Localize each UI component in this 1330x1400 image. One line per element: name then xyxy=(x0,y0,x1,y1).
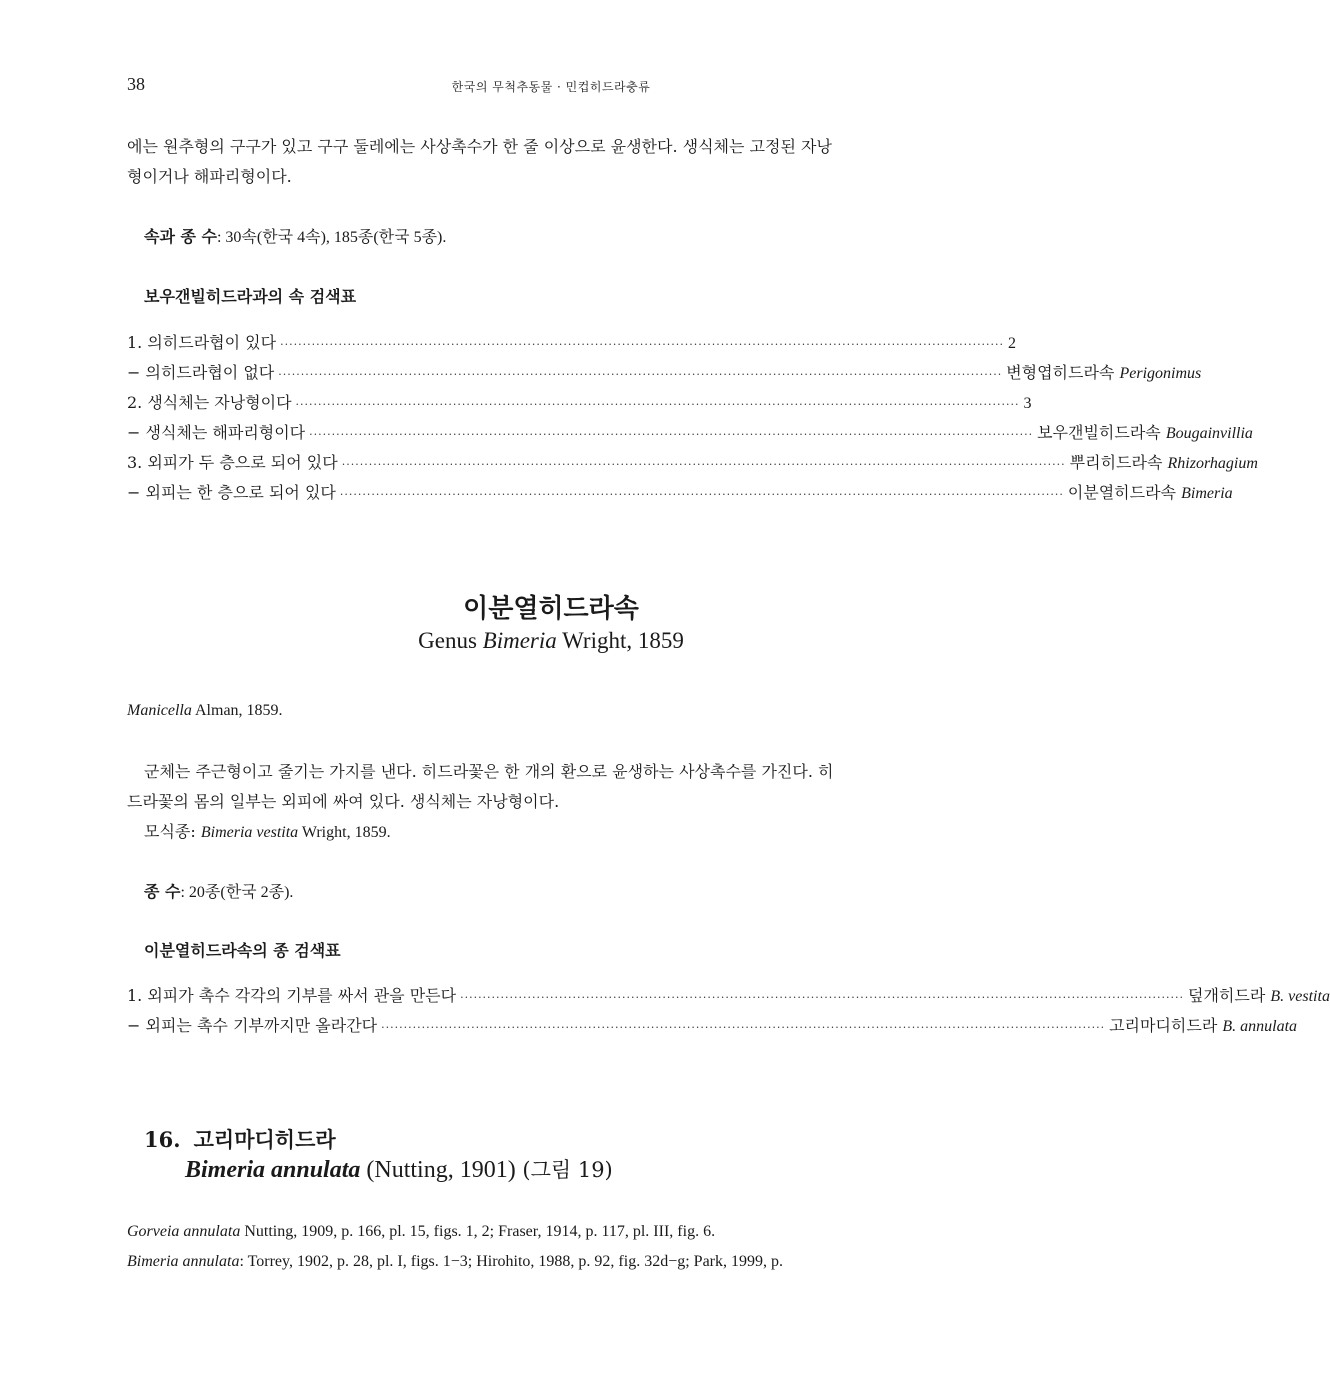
figure-reference: (그림 19) xyxy=(515,1158,613,1182)
key-result: 변형엽히드라속 Perigonimus xyxy=(1006,363,1202,382)
genus-key-row xyxy=(127,360,1202,390)
genus-latin-name: Genus Bimeria Wright, 1859 xyxy=(418,628,684,653)
species-reference: Gorveia annulata Nutting, 1909, p. 166, pl. 15, figs. 1, 2; Fraser, 1914, p. 117, pl. III, fig. 6. xyxy=(127,1223,716,1240)
genus-key-row xyxy=(127,450,1258,480)
intro-line-2: 형이거나 해파리형이다. xyxy=(127,167,292,186)
leader-dots: ································································································································································· xyxy=(280,338,1005,351)
species-korean-name: 고리마디히드라 xyxy=(193,1127,336,1152)
family-counts-label: 속과 종 수 xyxy=(144,227,217,246)
genus-key-row xyxy=(127,390,1032,420)
intro-line-1: 에는 원추형의 구구가 있고 구구 둘레에는 사상촉수가 한 줄 이상으로 윤생한다. 생식체는 고정된 자낭 xyxy=(127,137,832,156)
running-title: 한국의 무척추동물 · 민컵히드라충류 xyxy=(451,80,651,94)
leader-dots: ································································································································································· xyxy=(309,428,1034,441)
species-key-row xyxy=(127,1013,1298,1043)
key-lead: 2. 생식체는 자낭형이다 xyxy=(127,393,292,412)
leader-dots: ································································································································································· xyxy=(460,991,1185,1004)
genus-desc-line-2: 드라꽃의 몸의 일부는 외피에 싸여 있다. 생식체는 자낭형이다. xyxy=(127,792,560,811)
species-reference: Bimeria annulata: Torrey, 1902, p. 28, pl. I, figs. 1−3; Hirohito, 1988, p. 92, fig. 32d−g; Park, 1999, p. xyxy=(127,1253,783,1270)
species-heading-line-2 xyxy=(185,1154,613,1184)
leader-dots: ································································································································································· xyxy=(341,458,1066,471)
leader-dots: ································································································································································· xyxy=(381,1021,1106,1034)
key-result: 3 xyxy=(1023,395,1032,412)
document-page xyxy=(127,0,1330,1400)
key-lead: 1. 외피가 촉수 각각의 기부를 싸서 관을 만든다 xyxy=(127,986,457,1005)
leader-dots: ································································································································································· xyxy=(278,368,1003,381)
family-counts-value: : 30속(한국 4속), 185종(한국 5종). xyxy=(216,229,447,246)
key-result: 이분열히드라속 Bimeria xyxy=(1067,483,1233,502)
genus-desc-line-1: 군체는 주근형이고 줄기는 가지를 낸다. 히드라꽃은 한 개의 환으로 윤생하는 사상촉수를 가진다. 히 xyxy=(144,762,834,781)
species-number: 16. xyxy=(144,1127,181,1152)
key-lead: − 외피는 한 층으로 되어 있다 xyxy=(127,483,336,502)
key-result: 뿌리히드라속 Rhizorhagium xyxy=(1069,453,1258,472)
genus-key-row xyxy=(127,330,1017,360)
species-latin-name: Bimeria annulata xyxy=(185,1157,361,1183)
species-key-row xyxy=(127,983,1330,1013)
genus-key-row xyxy=(127,480,1233,510)
leader-dots: ································································································································································· xyxy=(339,488,1064,501)
key-lead: 1. 의히드라협이 있다 xyxy=(127,333,277,352)
family-counts xyxy=(144,222,446,253)
key-lead: − 외피는 촉수 기부까지만 올라간다 xyxy=(127,1016,378,1035)
key-result: 고리마디히드라 B. annulata xyxy=(1109,1016,1298,1035)
leader-dots: ································································································································································· xyxy=(295,398,1020,411)
species-author: (Nutting, 1901) xyxy=(360,1157,516,1183)
genus-synonym: Manicella Alman, 1859. xyxy=(127,702,283,719)
genus-key-title: 보우갠빌히드라과의 속 검색표 xyxy=(144,287,357,306)
key-lead: 3. 외피가 두 층으로 되어 있다 xyxy=(127,453,338,472)
species-heading-line-1 xyxy=(144,1124,336,1154)
type-species: 모식종: Bimeria vestita Wright, 1859. xyxy=(144,822,391,841)
genus-korean-name: 이분열히드라속 xyxy=(463,594,639,624)
key-lead: − 의히드라협이 없다 xyxy=(127,363,275,382)
key-result: 2 xyxy=(1008,335,1017,352)
genus-counts: 종 수: 20종(한국 2종). xyxy=(144,882,294,901)
genus-key-row xyxy=(127,420,1253,450)
key-result: 보우갠빌히드라속 Bougainvillia xyxy=(1037,423,1253,442)
species-key-title: 이분열히드라속의 종 검색표 xyxy=(144,941,341,960)
key-result: 덮개히드라 B. vestita xyxy=(1188,986,1330,1005)
key-lead: − 생식체는 해파리형이다 xyxy=(127,423,306,442)
page-number: 38 xyxy=(127,74,145,94)
